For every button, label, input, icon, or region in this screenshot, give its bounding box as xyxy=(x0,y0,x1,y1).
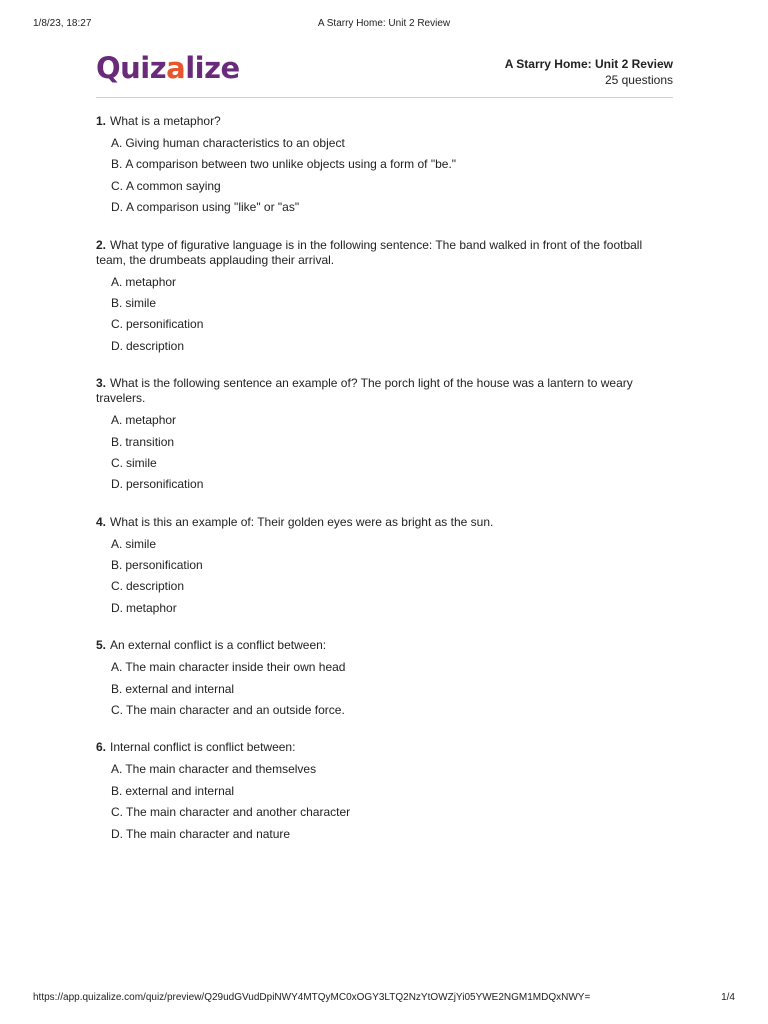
option-text: simile xyxy=(125,295,157,310)
question-number: 5. xyxy=(96,638,107,653)
option-letter: D. xyxy=(111,477,123,492)
option-text: simile xyxy=(126,455,157,470)
question-text-line xyxy=(96,638,648,653)
quiz-header xyxy=(505,56,673,88)
option-letter: A. xyxy=(111,413,123,428)
option-letter: D. xyxy=(111,200,123,215)
answer-option xyxy=(111,826,648,847)
answer-option xyxy=(111,412,648,433)
page-url: https://app.quizalize.com/quiz/preview/Q29udGVudDpiNWY4MTQyMC0xOGY3LTQ2NzYtOWZjYi05YWE2NGM1MDQxNWY= xyxy=(33,992,591,1003)
question-text: What type of figurative language is in the following sentence: The band walked in front of the football team, the drumbeats applauding their arrival. xyxy=(96,237,643,267)
question-text-line xyxy=(96,515,648,530)
option-text: metaphor xyxy=(126,600,177,615)
option-text: external and internal xyxy=(125,681,235,696)
option-text: personification xyxy=(126,477,204,492)
answer-options xyxy=(96,412,648,498)
answer-option xyxy=(111,135,648,156)
answer-option xyxy=(111,659,648,680)
option-text: A common saying xyxy=(126,178,221,193)
option-letter: B. xyxy=(111,295,123,310)
answer-option xyxy=(111,702,648,723)
option-letter: B. xyxy=(111,157,123,172)
question-text: An external conflict is a conflict between: xyxy=(110,638,327,653)
option-letter: A. xyxy=(111,136,123,150)
option-text: metaphor xyxy=(125,274,177,289)
option-letter: C. xyxy=(111,178,123,193)
quiz-title: A Starry Home: Unit 2 Review xyxy=(504,57,673,71)
option-text: personification xyxy=(126,317,204,332)
answer-option xyxy=(111,536,648,557)
page-number: 1/4 xyxy=(721,992,735,1003)
option-text: The main character and themselves xyxy=(125,762,317,777)
option-text: personification xyxy=(125,558,203,573)
option-letter: B. xyxy=(111,681,123,696)
option-letter: A. xyxy=(111,536,123,551)
option-text: external and internal xyxy=(125,783,235,798)
question-text: What is the following sentence an example of? The porch light of the house was a lantern to weary travelers. xyxy=(96,376,633,406)
question-item xyxy=(96,238,648,360)
option-text: description xyxy=(126,338,185,353)
answer-option xyxy=(111,338,648,359)
quizalize-logo: Quizalize xyxy=(96,51,240,85)
question-text: What is this an example of: Their golden eyes were as bright as the sun. xyxy=(110,514,494,529)
option-letter: B. xyxy=(111,558,123,573)
print-date: 1/8/23, 18:27 xyxy=(33,18,92,29)
option-letter: A. xyxy=(111,660,123,675)
answer-option xyxy=(111,156,648,177)
answer-option xyxy=(111,199,648,220)
option-text: Giving human characteristics to an object xyxy=(125,136,345,150)
option-letter: C. xyxy=(111,805,123,820)
print-header xyxy=(33,18,735,32)
option-letter: C. xyxy=(111,703,123,718)
option-text: metaphor xyxy=(125,413,177,428)
option-letter: B. xyxy=(111,434,123,449)
answer-option xyxy=(111,681,648,702)
option-text: The main character and nature xyxy=(126,826,291,841)
option-letter: D. xyxy=(111,600,123,615)
answer-option xyxy=(111,578,648,599)
answer-options xyxy=(96,536,648,622)
answer-option xyxy=(111,804,648,825)
answer-option xyxy=(111,295,648,316)
question-count: 25 questions xyxy=(604,73,673,87)
question-text-line xyxy=(96,376,648,406)
question-item xyxy=(96,740,648,847)
option-text: The main character and an outside force. xyxy=(126,703,345,718)
option-letter: D. xyxy=(111,338,123,353)
question-number: 1. xyxy=(96,114,107,128)
answer-option xyxy=(111,455,648,476)
option-text: transition xyxy=(125,434,175,449)
question-number: 6. xyxy=(96,740,107,755)
answer-option xyxy=(111,178,648,199)
question-text-line xyxy=(96,740,648,755)
option-text: A comparison using "like" or "as" xyxy=(126,200,300,215)
question-text: What is a metaphor? xyxy=(110,114,221,128)
question-item xyxy=(96,376,648,498)
answer-option xyxy=(111,783,648,804)
answer-option xyxy=(111,761,648,782)
question-text: Internal conflict is conflict between: xyxy=(110,740,296,755)
question-text-line xyxy=(96,114,648,129)
option-letter: C. xyxy=(111,317,123,332)
print-title: A Starry Home: Unit 2 Review xyxy=(317,18,451,29)
option-letter: C. xyxy=(111,579,123,594)
answer-options xyxy=(96,761,648,847)
option-letter: A. xyxy=(111,762,123,777)
option-letter: C. xyxy=(111,455,123,470)
question-number: 3. xyxy=(96,376,107,391)
answer-option xyxy=(111,476,648,497)
header-divider xyxy=(96,97,673,98)
option-letter: A. xyxy=(111,274,123,289)
print-footer xyxy=(33,992,735,1006)
option-text: simile xyxy=(125,536,157,551)
option-letter: D. xyxy=(111,826,123,841)
answer-option xyxy=(111,557,648,578)
answer-option xyxy=(111,274,648,295)
option-letter: B. xyxy=(111,783,123,798)
answer-option xyxy=(111,316,648,337)
answer-options xyxy=(96,274,648,360)
question-item xyxy=(96,114,648,221)
answer-option xyxy=(111,600,648,621)
option-text: The main character inside their own head xyxy=(125,660,346,675)
question-item xyxy=(96,515,648,622)
option-text: A comparison between two unlike objects using a form of "be." xyxy=(125,157,457,172)
option-text: The main character and another character xyxy=(126,805,351,820)
question-number: 2. xyxy=(96,237,107,252)
answer-options xyxy=(96,659,648,723)
answer-option xyxy=(111,434,648,455)
answer-options xyxy=(96,135,648,221)
question-number: 4. xyxy=(96,514,107,529)
question-item xyxy=(96,638,648,723)
option-text: description xyxy=(126,579,185,594)
question-list xyxy=(96,114,648,864)
question-text-line xyxy=(96,238,648,268)
